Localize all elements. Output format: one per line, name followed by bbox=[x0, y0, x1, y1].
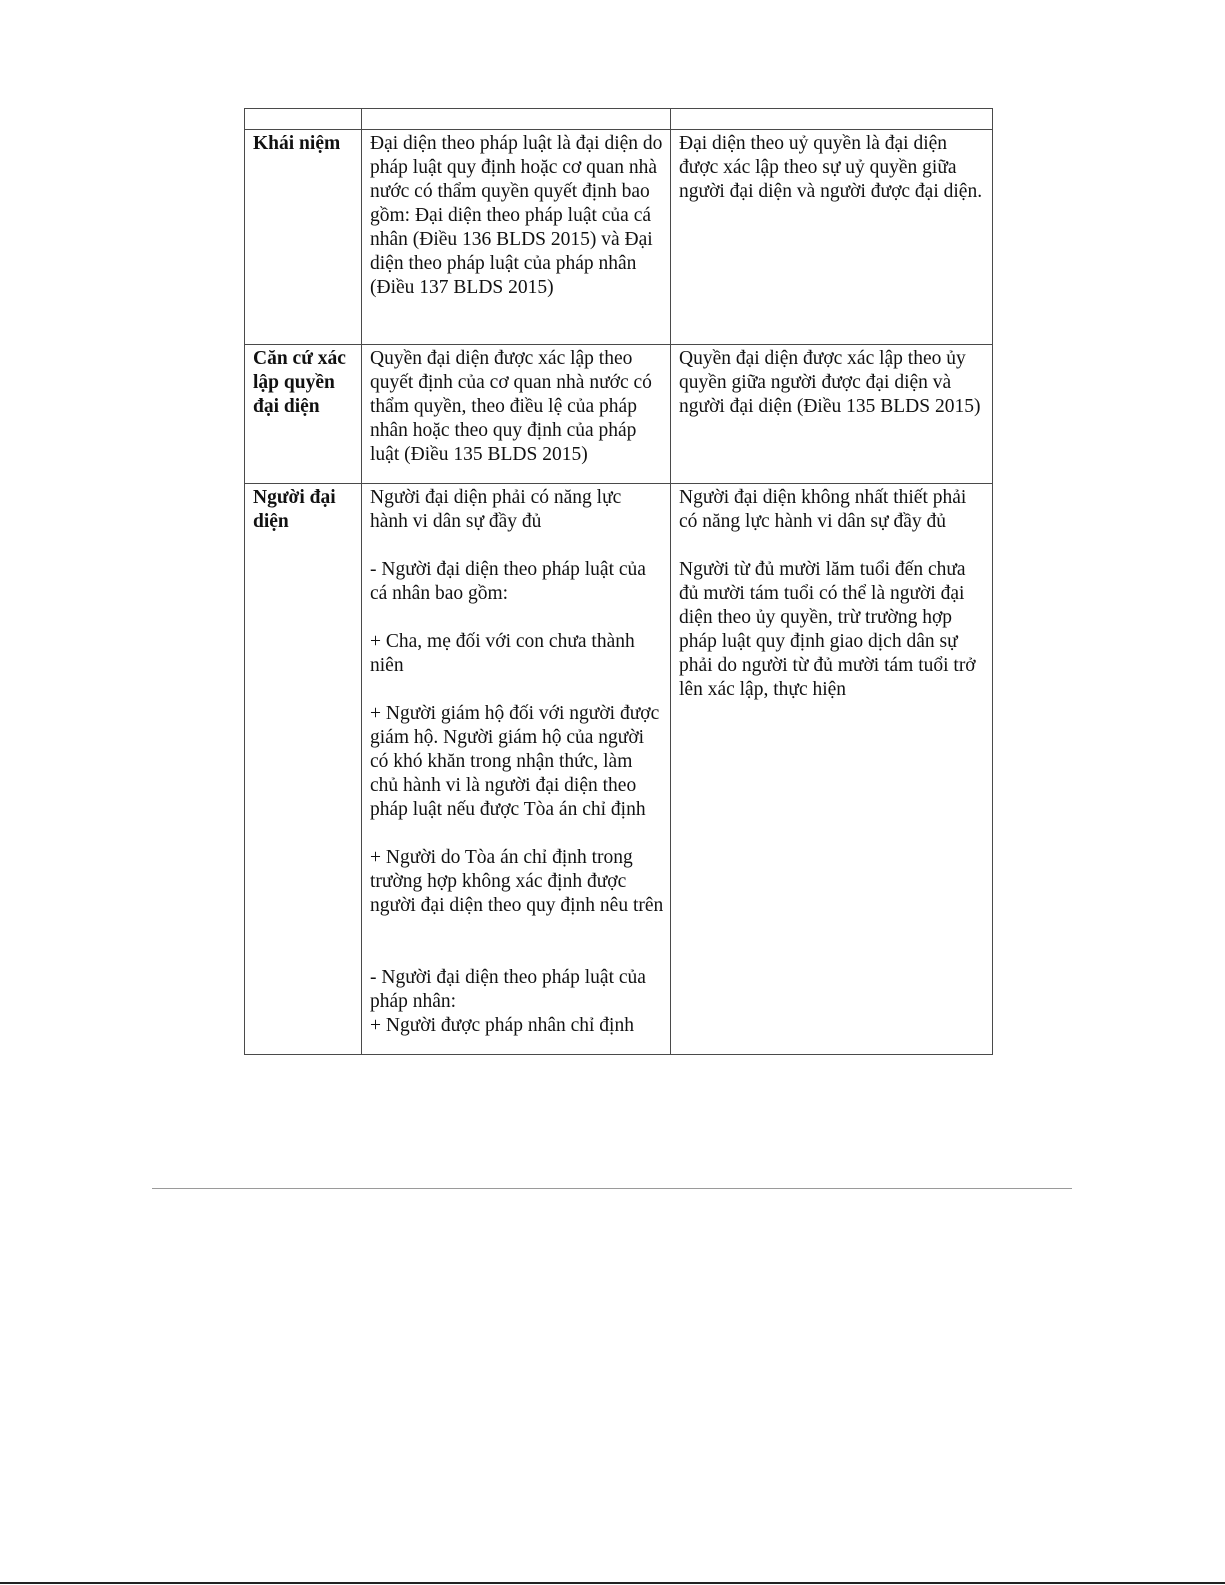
header-cell-label bbox=[245, 109, 362, 130]
cell-text: Đại diện theo pháp luật là đại diện do pháp luật quy định hoặc cơ quan nhà nước có thẩm quyền quyết định bao gồm: Đại diện theo pháp luật của cá nhân (Điều 136 BLDS 2015) và Đại diện theo pháp luật của pháp nhân (Điều 137 BLDS 2015) bbox=[370, 133, 663, 298]
cell-legal-concept bbox=[362, 130, 671, 345]
cell-text: + Người giám hộ đối với người được giám hộ. Người giám hộ của người có khó khăn trong nhận thức, làm chủ hành vi là người đại diện theo pháp luật nếu được Tòa án chỉ định bbox=[370, 703, 660, 820]
table-row-concept bbox=[245, 130, 993, 345]
cell-authorized-basis bbox=[671, 345, 993, 484]
cell-text: Quyền đại diện được xác lập theo quyết định của cơ quan nhà nước có thẩm quyền, theo điều lệ của pháp nhân hoặc theo quy định của pháp luật (Điều 135 BLDS 2015) bbox=[370, 348, 652, 465]
cell-text: - Người đại diện theo pháp luật của pháp nhân: bbox=[370, 967, 646, 1012]
table-row-representative bbox=[245, 484, 993, 1055]
row-label-concept: Khái niệm bbox=[245, 130, 362, 345]
page-bottom-edge bbox=[0, 1582, 1225, 1584]
cell-text: + Cha, mẹ đối với con chưa thành niên bbox=[370, 631, 635, 676]
cell-text: Người từ đủ mười lăm tuổi đến chưa đủ mười tám tuổi có thể là người đại diện theo ủy quyền, trừ trường hợp pháp luật quy định giao dịch dân sự phải do người từ đủ mười tám tuổi trở lên xác lập, thực hiện bbox=[679, 559, 976, 700]
row-label-basis: Căn cứ xác lập quyền đại diện bbox=[245, 345, 362, 484]
cell-text: Người đại diện không nhất thiết phải có năng lực hành vi dân sự đầy đủ bbox=[679, 487, 967, 532]
cell-text: Quyền đại diện được xác lập theo ủy quyền giữa người được đại diện và người đại diện (Điều 135 BLDS 2015) bbox=[679, 348, 981, 417]
header-cell-authorized bbox=[671, 109, 993, 130]
cell-text: + Người được pháp nhân chỉ định bbox=[370, 1015, 634, 1036]
cell-text: + Người do Tòa án chỉ định trong trường hợp không xác định được người đại diện theo quy định nêu trên bbox=[370, 847, 664, 916]
header-cell-legal bbox=[362, 109, 671, 130]
table-header-row bbox=[245, 109, 993, 130]
row-label-representative: Người đại diện bbox=[245, 484, 362, 1055]
cell-text: Người đại diện phải có năng lực hành vi dân sự đầy đủ bbox=[370, 487, 622, 532]
cell-text: Đại diện theo uỷ quyền là đại diện được xác lập theo sự uỷ quyền giữa người đại diện và người được đại diện. bbox=[679, 133, 983, 202]
page-divider bbox=[152, 1188, 1072, 1189]
cell-authorized-concept bbox=[671, 130, 993, 345]
table-row-basis bbox=[245, 345, 993, 484]
cell-legal-basis bbox=[362, 345, 671, 484]
comparison-table bbox=[244, 108, 993, 1055]
cell-legal-representative bbox=[362, 484, 671, 1055]
cell-text: - Người đại diện theo pháp luật của cá nhân bao gồm: bbox=[370, 559, 646, 604]
cell-authorized-representative bbox=[671, 484, 993, 1055]
